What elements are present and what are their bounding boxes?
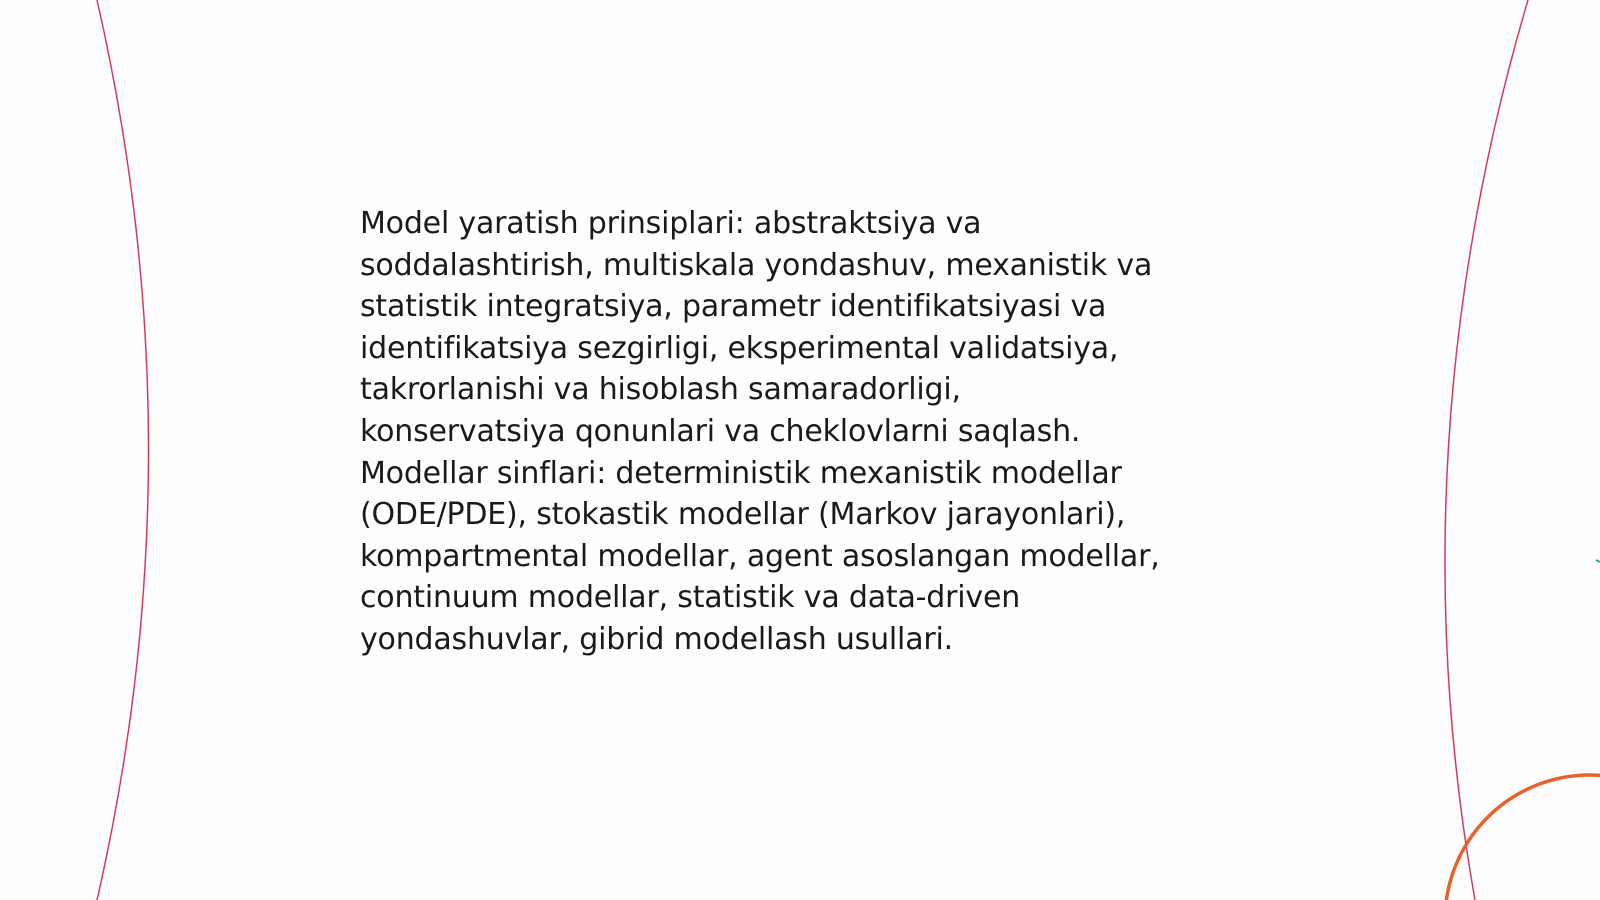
text-line: continuum modellar, statistik va data-driven — [360, 580, 1021, 616]
text-line: kompartmental modellar, agent asoslangan modellar, — [360, 538, 1160, 574]
text-line: soddalashtirish, multiskala yondashuv, mexanistik va — [360, 247, 1153, 283]
teal-tick — [1596, 560, 1600, 562]
text-line: Modellar sinflari: deterministik mexanistik modellar — [360, 455, 1122, 491]
text-line: takrorlanishi va hisoblash samaradorligi, — [360, 372, 961, 408]
slide-body-text — [360, 203, 1240, 661]
right-arc — [1445, 0, 1528, 900]
text-line: yondashuvlar, gibrid modellash usullari. — [360, 621, 953, 657]
text-line: (ODE/PDE), stokastik modellar (Markov jarayonlari), — [360, 497, 1126, 533]
orange-circle — [1445, 775, 1600, 900]
text-line: identifikatsiya sezgirligi, eksperimental validatsiya, — [360, 330, 1119, 366]
text-line: statistik integratsiya, parametr identifikatsiyasi va — [360, 289, 1107, 325]
text-line: konservatsiya qonunlari va cheklovlarni saqlash. — [360, 413, 1081, 449]
left-arc — [97, 0, 149, 900]
text-line: Model yaratish prinsiplari: abstraktsiya va — [360, 206, 982, 241]
